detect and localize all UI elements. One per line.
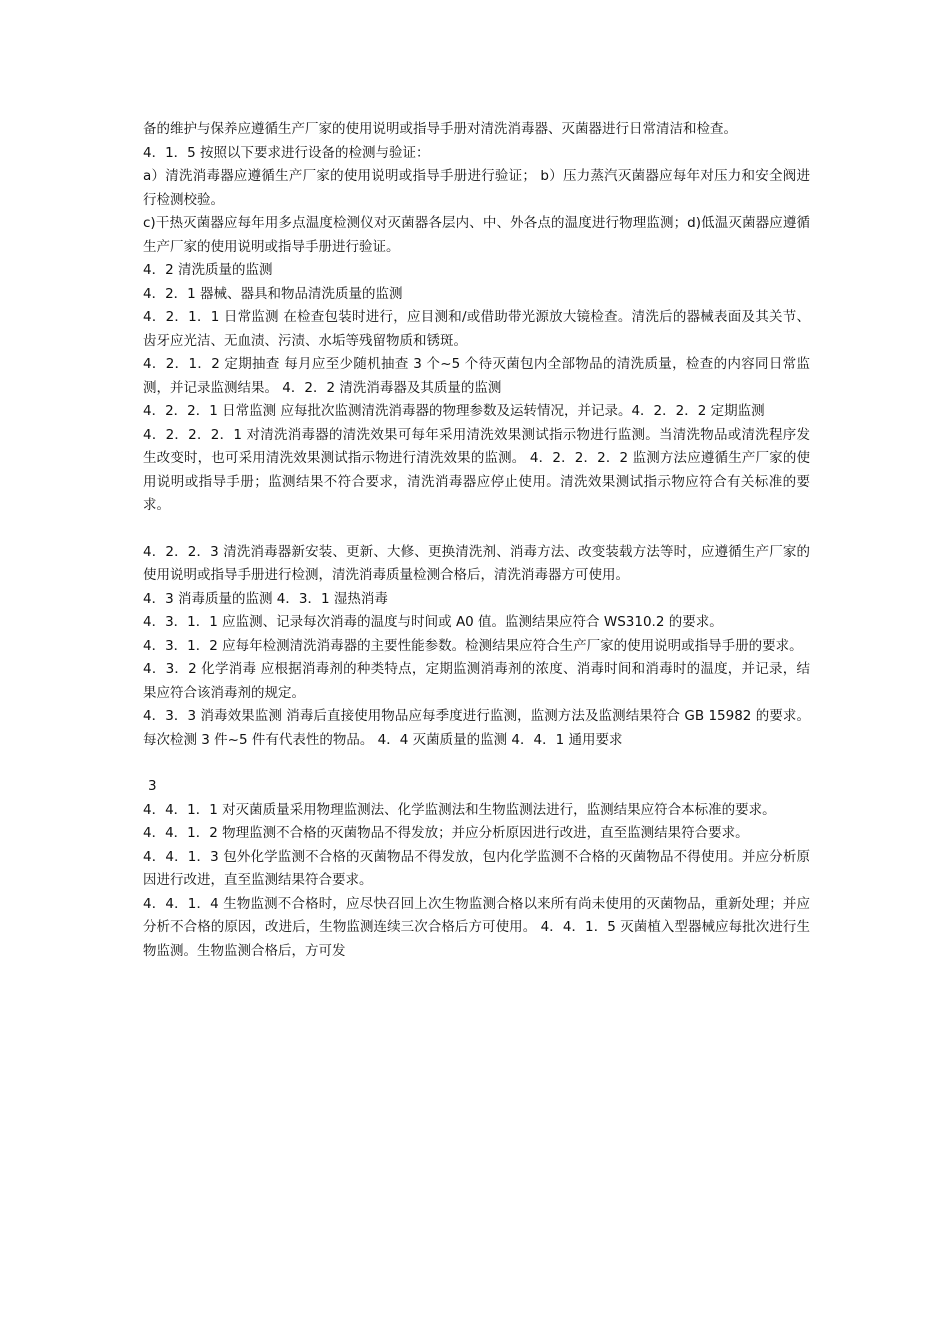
- page-number: 3: [148, 778, 157, 794]
- paragraph: 4．4．1．1 对灭菌质量采用物理监测法、化学监测法和生物监测法进行，监测结果应符合本标准的要求。: [143, 801, 776, 818]
- paragraph: 4．3．2 化学消毒 应根据消毒剂的种类特点，定期监测消毒剂的浓度、消毒时间和消毒时的温度，并记录，结果应符合该消毒剂的规定。: [143, 661, 810, 701]
- section-heading: 4．2 清洗质量的监测: [143, 262, 273, 278]
- paragraph: 4．2．2．1 日常监测 应每批次监测清洗消毒器的物理参数及运转情况，并记录。4．2．2．2 定期监测: [143, 403, 765, 419]
- paragraph: 4．4．1．3 包外化学监测不合格的灭菌物品不得发放，包内化学监测不合格的灭菌物品不得使用。并应分析原因进行改进，直至监测结果符合要求。: [143, 848, 810, 888]
- paragraph: 4．3．1．1 应监测、记录每次消毒的温度与时间或 A0 值。监测结果应符合 WS310.2 的要求。: [143, 614, 723, 630]
- document-page: [143, 118, 810, 963]
- paragraph: 4．2．1．2 定期抽查 每月应至少随机抽查 3 个~5 个待灭菌包内全部物品的清洗质量，检查的内容同日常监测，并记录监测结果。 4．2．2 清洗消毒器及其质量的监测: [143, 356, 810, 396]
- paragraph: 4．3．3 消毒效果监测 消毒后直接使用物品应每季度进行监测，监测方法及监测结果符合 GB 15982 的要求。每次检测 3 件~5 件有代表性的物品。 4．4 灭菌质量的监测 4．4．1 通用要求: [143, 708, 810, 748]
- blank-line: [143, 518, 810, 541]
- paragraph: 4．1．5 按照以下要求进行设备的检测与验证：: [143, 144, 430, 161]
- section-heading: 4．3 消毒质量的监测 4．3．1 湿热消毒: [143, 590, 388, 607]
- section-heading: 4．2．1 器械、器具和物品清洗质量的监测: [143, 285, 403, 302]
- paragraph: 4．3．1．2 应每年检测清洗消毒器的主要性能参数。检测结果应符合生产厂家的使用说明或指导手册的要求。: [143, 637, 803, 654]
- paragraph: c)干热灭菌器应每年用多点温度检测仪对灭菌器各层内、中、外各点的温度进行物理监测；d)低温灭菌器应遵循生产厂家的使用说明或指导手册进行验证。: [143, 215, 810, 255]
- paragraph: 4．2．1．1 日常监测 在检查包装时进行，应目测和/或借助带光源放大镜检查。清洗后的器械表面及其关节、齿牙应光洁、无血渍、污渍、水垢等残留物质和锈斑。: [143, 309, 810, 349]
- paragraph: 4．4．1．2 物理监测不合格的灭菌物品不得发放；并应分析原因进行改进，直至监测结果符合要求。: [143, 825, 749, 841]
- paragraph: a）清洗消毒器应遵循生产厂家的使用说明或指导手册进行验证； b）压力蒸汽灭菌器应每年对压力和安全阀进行检测校验。: [143, 168, 810, 208]
- paragraph: 备的维护与保养应遵循生产厂家的使用说明或指导手册对清洗消毒器、灭菌器进行日常清洁和检查。: [143, 121, 737, 137]
- blank-line: [143, 752, 810, 775]
- paragraph: 4．2．2．3 清洗消毒器新安装、更新、大修、更换清洗剂、消毒方法、改变装载方法等时，应遵循生产厂家的使用说明或指导手册进行检测，清洗消毒质量检测合格后，清洗消毒器方可使用。: [143, 543, 810, 583]
- paragraph: 4．4．1．4 生物监测不合格时，应尽快召回上次生物监测合格以来所有尚未使用的灭菌物品，重新处理；并应分析不合格的原因，改进后，生物监测连续三次合格后方可使用。 4．4．1．5 灭菌植入型器械应每批次进行生物监测。生物监测合格后，方可发: [143, 895, 810, 959]
- paragraph: 4．2．2．2．1 对清洗消毒器的清洗效果可每年采用清洗效果测试指示物进行监测。当清洗物品或清洗程序发生改变时，也可采用清洗效果测试指示物进行清洗效果的监测。 4．2．2．2．2 监测方法应遵循生产厂家的使用说明或指导手册；监测结果不符合要求，清洗消毒器应停止使用。清洗效果测试指示物应符合有关标准的要求。: [143, 426, 810, 513]
